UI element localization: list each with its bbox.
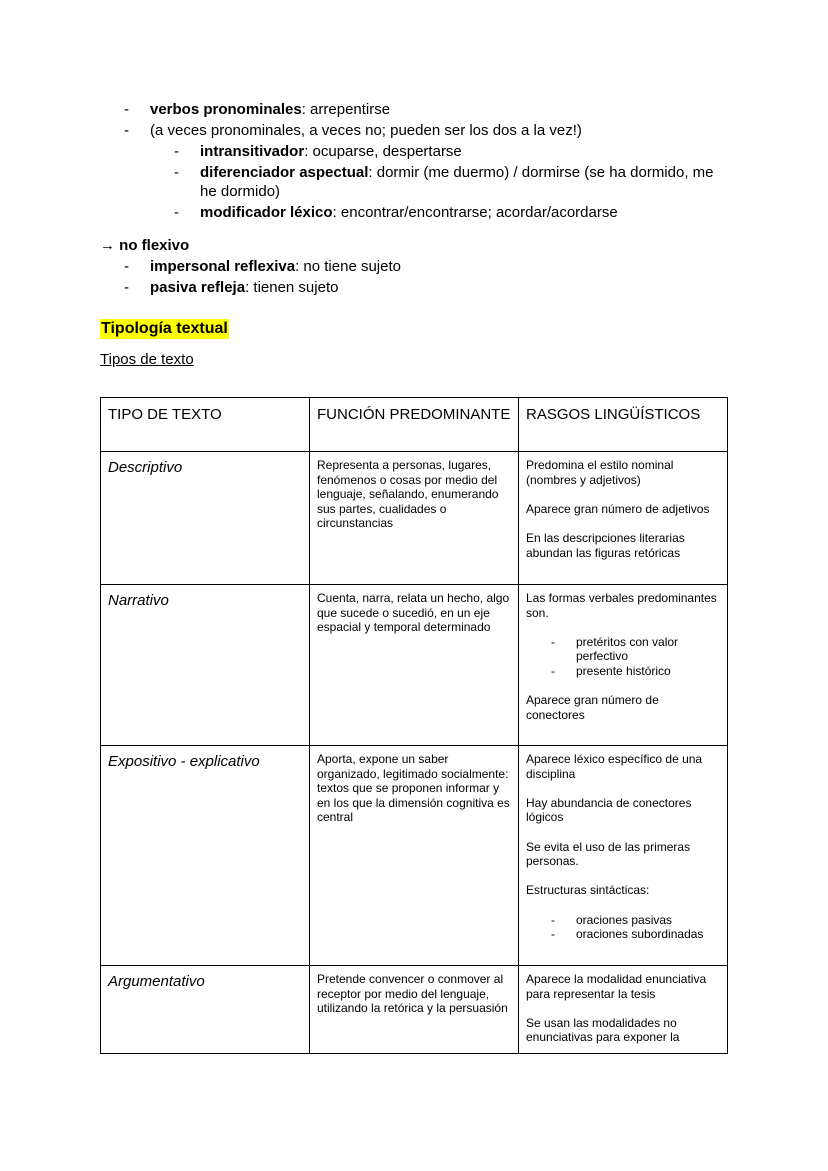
list-item	[124, 278, 740, 297]
cell-type: Descriptivo	[101, 452, 310, 585]
dash-bullet: -	[551, 927, 555, 942]
cell-rasgos	[519, 585, 728, 746]
list-item	[526, 635, 720, 664]
list-item-text: oraciones subordinadas	[576, 927, 704, 942]
dash-bullet: -	[124, 279, 129, 296]
dash-bullet: -	[174, 143, 179, 160]
dash-bullet: -	[124, 258, 129, 275]
no-flexivo-label: no flexivo	[119, 237, 190, 254]
dash-bullet: -	[551, 912, 555, 927]
term-text: : tienen sujeto	[245, 279, 339, 296]
cell-type: Narrativo	[101, 585, 310, 746]
list-item	[124, 100, 740, 119]
arrow-icon: →	[100, 237, 120, 254]
header-tipo: TIPO DE TEXTO	[101, 398, 310, 452]
rasgos-sublist	[526, 635, 720, 679]
term-text: : ocuparse, despertarse	[304, 143, 462, 160]
term-text: : encontrar/encontrarse; acordar/acordarse	[332, 204, 618, 221]
list-item	[526, 927, 720, 942]
rasgos-paragraph: Predomina el estilo nominal (nombres y adjetivos)	[526, 458, 674, 487]
header-rasgos: RASGOS LINGÜÍSTICOS	[519, 398, 728, 452]
dash-bullet: -	[174, 204, 179, 221]
cell-funcion: Representa a personas, lugares, fenómenos o cosas por medio del lenguaje, señalando, enumerando sus partes, cualidades o circunstancias	[310, 452, 519, 585]
list-item-text: presente histórico	[576, 663, 671, 678]
term-bold: modificador léxico	[200, 204, 333, 221]
cell-funcion: Aporta, expone un saber organizado, legitimado socialmente: textos que se proponen informar y en los que la dimensión cognitiva es central	[310, 746, 519, 966]
subtitle: Tipos de texto	[100, 351, 194, 368]
term-bold: verbos pronominales	[150, 101, 302, 118]
term-bold: diferenciador aspectual	[200, 164, 369, 181]
table-row	[101, 452, 728, 585]
dash-bullet: -	[174, 164, 179, 181]
table-row	[101, 585, 728, 746]
rasgos-paragraph: En las descripciones literarias abundan las figuras retóricas	[526, 530, 685, 560]
list-item	[124, 121, 740, 140]
section-title: Tipología textual	[101, 320, 228, 337]
no-flexivo-list	[0, 257, 740, 297]
cell-rasgos	[519, 452, 728, 585]
term-text: : no tiene sujeto	[295, 258, 401, 275]
pronominal-list	[0, 100, 740, 222]
rasgos-paragraph: Se evita el uso de las primeras personas.	[526, 839, 691, 869]
header-funcion: FUNCIÓN PREDOMINANTE	[310, 398, 519, 452]
text-types-table	[100, 397, 728, 1054]
cell-funcion: Pretende convencer o conmover al receptor por medio del lenguaje, utilizando la retórica y la persuasión	[310, 966, 519, 1054]
rasgos-paragraph: Aparece gran número de adjetivos	[526, 501, 710, 516]
list-item	[124, 257, 740, 276]
rasgos-paragraph: Aparece la modalidad enunciativa para representar la tesis	[526, 972, 707, 1001]
list-item	[526, 913, 720, 928]
term-text: : dormir (me duermo) / dormirse (se ha dormido, me he dormido)	[200, 164, 714, 200]
no-flexivo-heading	[100, 236, 189, 255]
list-item	[526, 664, 720, 679]
dash-bullet: -	[124, 101, 129, 118]
list-item	[174, 142, 740, 161]
cell-rasgos	[519, 746, 728, 966]
rasgos-paragraph: Estructuras sintácticas:	[526, 883, 650, 898]
rasgos-paragraph: Aparece léxico específico de una disciplina	[526, 752, 703, 781]
rasgos-paragraph: Hay abundancia de conectores lógicos	[526, 795, 692, 825]
rasgos-sublist	[526, 913, 720, 942]
cell-type: Expositivo - explicativo	[101, 746, 310, 966]
cell-funcion: Cuenta, narra, relata un hecho, algo que sucede o sucedió, en un eje espacial y temporal determinado	[310, 585, 519, 746]
term-bold: pasiva refleja	[150, 279, 246, 296]
table-row	[101, 746, 728, 966]
table-header-row	[101, 398, 728, 452]
term-bold: intransitivador	[200, 143, 305, 160]
term-bold: impersonal reflexiva	[150, 258, 296, 275]
dash-bullet: -	[124, 122, 129, 139]
list-item-text: oraciones pasivas	[576, 912, 673, 927]
rasgos-paragraph: Las formas verbales predominantes son.	[526, 591, 717, 620]
dash-bullet: -	[551, 634, 555, 649]
rasgos-paragraph: Aparece gran número de conectores	[526, 693, 659, 722]
term-text: (a veces pronominales, a veces no; pueden ser los dos a la vez!)	[150, 122, 582, 139]
list-item-text: pretéritos con valor perfectivo	[576, 634, 679, 664]
list-item	[174, 203, 740, 222]
cell-type: Argumentativo	[101, 966, 310, 1054]
rasgos-paragraph: Se usan las modalidades no enunciativas para exponer la	[526, 1015, 680, 1045]
table-row	[101, 966, 728, 1054]
term-text: : arrepentirse	[301, 101, 391, 118]
dash-bullet: -	[551, 663, 555, 678]
cell-rasgos	[519, 966, 728, 1054]
list-item	[174, 163, 729, 201]
